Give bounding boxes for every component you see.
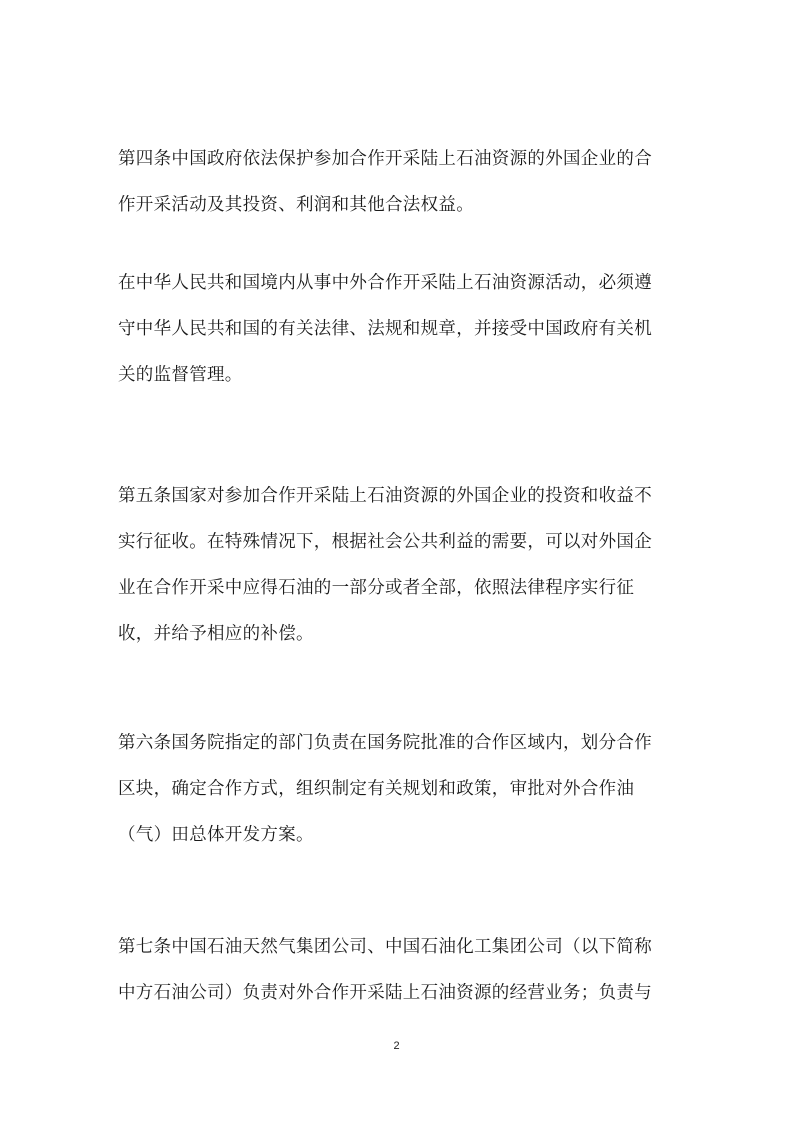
paragraph-article-7: 第七条中国石油天然气集团公司、中国石油化工集团公司（以下简称中方石油公司）负责对外合作开采陆上石油资源的经营业务；负责与 — [118, 937, 652, 1003]
paragraph-article-4: 第四条中国政府依法保护参加合作开采陆上石油资源的外国企业的合作开采活动及其投资、利润和其他合法权益。 — [118, 149, 652, 215]
page-number: 2 — [393, 1040, 400, 1052]
paragraph-article-5: 第五条国家对参加合作开采陆上石油资源的外国企业的投资和收益不实行征收。在特殊情况下，根据社会公共利益的需要，可以对外国企业在合作开采中应得石油的一部分或者全部，依照法律程序实行征收，并给予相应的补偿。 — [118, 486, 652, 644]
paragraph-article-4-continued: 在中华人民共和国境内从事中外合作开采陆上石油资源活动，必须遵守中华人民共和国的有关法律、法规和规章，并接受中国政府有关机关的监督管理。 — [118, 273, 652, 385]
paragraph-article-6: 第六条国务院指定的部门负责在国务院批准的合作区域内，划分合作区块，确定合作方式，组织制定有关规划和政策，审批对外合作油（气）田总体开发方案。 — [118, 733, 652, 845]
